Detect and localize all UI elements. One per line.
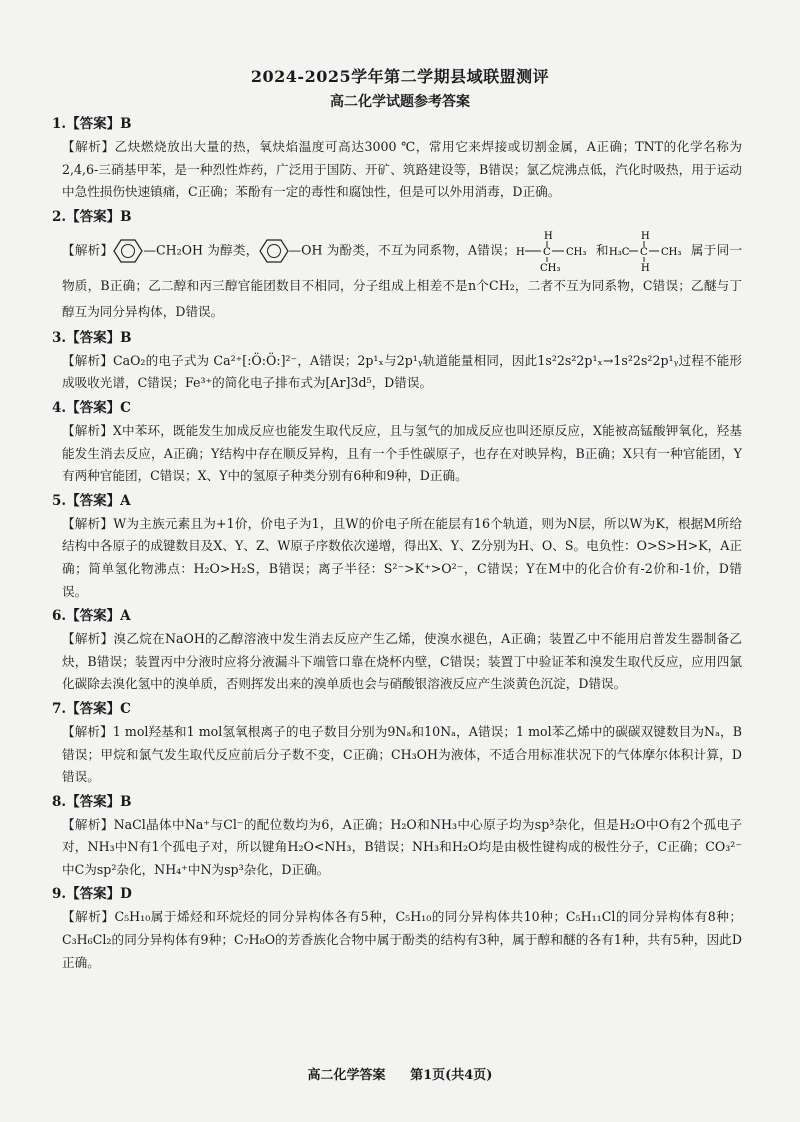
question-7: [52, 697, 742, 789]
benzene-ring-icon: [113, 238, 143, 264]
answer-line: 9.【答案】D: [52, 886, 132, 903]
svg-text:H: H: [640, 262, 650, 273]
answer-line: 5.【答案】A: [52, 492, 131, 509]
explanation-text: 【解析】W为主族元素且为+1价，价电子为1，且W的价电子所在能层有16个轨道，则为N层，所以W为K，根据M所给结构中各原子的成键数目及X、Y、Z、W原子序数依次递增，得出X、Y、Z分别为H、O、S。电负性：O>S>H>K，A正确；简单氢化物沸点：H₂O>H₂S，B错误；离子半径：S²⁻>K⁺>O²⁻，C错误；Y在M中的化合价有-2价和-1价，D错误。: [62, 515, 742, 599]
explanation-text: 【解析】溴乙烷在NaOH的乙醇溶液中发生消去反应产生乙烯，使溴水褪色，A正确；装置乙中不能用启普发生器制备乙炔，B错误；装置丙中分液时应将分液漏斗下端管口靠在烧杯内壁，C错误；装置丁中验证苯和溴发生取代反应，应用四氯化碳除去溴化氢中的溴单质，否则挥发出来的溴单质也会与硝酸银溶液反应产生淡黄色沉淀，D错误。: [62, 631, 742, 692]
explanation-text: 【解析】C₅H₁₀属于烯烃和环烷烃的同分异构体各有5种，C₅H₁₀的同分异构体共10种；C₅H₁₁Cl的同分异构体有8种；C₃H₆Cl₂的同分异构体有9种；C₇H₈O的芳香族化合物中属于酚类的结构有3种，属于醇和醚的各有1种，共有5种，因此D正确。: [62, 909, 742, 970]
svg-text:C: C: [542, 246, 551, 258]
svg-text:H: H: [640, 230, 650, 242]
answer-line: 2.【答案】B: [52, 208, 132, 225]
page-footer: [0, 1064, 800, 1083]
question-9: [52, 882, 742, 974]
svg-text:CH₃: CH₃: [660, 246, 682, 258]
question-4: [52, 396, 742, 488]
answer-list: [52, 112, 743, 975]
answer-line: 7.【答案】C: [52, 700, 131, 717]
svg-text:CH₃: CH₃: [565, 246, 586, 258]
explanation-text: 【解析】NaCl晶体中Na⁺与Cl⁻的配位数均为6，A正确；H₂O和NH₃中心原子均为sp³杂化，但是H₂O中O有2个孤电子对，NH₃中N有1个孤电子对，所以键角H₂O<NH₃，B错误；NH₃和H₂O均是由极性键构成的极性分子，C正确；CO₃²⁻中C为sp²杂化，NH₄⁺中N为sp³杂化，D正确。: [62, 816, 742, 877]
page-number: 第1页(共4页): [410, 1068, 493, 1083]
question-8: [52, 790, 742, 882]
answer-line: 8.【答案】B: [52, 793, 132, 810]
answer-line: 6.【答案】A: [52, 608, 131, 625]
explanation-text: 【解析】1 mol羟基和1 mol氢氧根离子的电子数目分别为9Nₐ和10Nₐ，A错误；1 mol苯乙烯中的碳碳双键数目为Nₐ，B错误；甲烷和氯气发生取代反应前后分子数不变，C正确；CH₃OH为液体，不适合用标准状况下的气体摩尔体积计算，D错误。: [62, 723, 742, 785]
explanation-text: 【解析】 —CH₂OH 为醇类， —OH 为酚类，不互为同系物，A错误； H H C CH₃ CH₃ 和 H H₃C C CH₃ H 属于同一物质，B正确；乙二醇和丙三醇官能团数目不相同，分子组成上相差不是n个CH₂，二者不互为同系物，C错误；乙醚与丁醇互为同分异构体，D错误。: [62, 230, 743, 319]
footer-doc-name: 高二化学答案: [307, 1068, 386, 1083]
page-title: 2024-2025学年第二学期县域联盟测评: [250, 67, 550, 86]
question-3: [52, 326, 742, 395]
answer-line: 1.【答案】B: [52, 116, 132, 132]
question-1: [52, 112, 742, 204]
structural-formula-2: [609, 229, 691, 273]
svg-text:H: H: [543, 230, 553, 242]
explanation-text: 【解析】CaO₂的电子式为 Ca²⁺[:Ö:Ö:]²⁻，A错误；2p¹ₓ与2p¹ᵧ轨道能量相同，因此1s²2s²2p¹ₓ→1s²2s²2p¹ᵧ过程不能形成吸收光谱，C错误；Fe³⁺的简化电子排布式为[Ar]3d⁵，D错误。: [62, 352, 742, 391]
answer-line: 3.【答案】B: [52, 329, 132, 346]
svg-text:CH₃: CH₃: [539, 262, 560, 273]
explanation-text: 【解析】X中苯环，既能发生加成反应也能发生取代反应，且与氢气的加成反应也叫还原反应，X能被高锰酸钾氧化，羟基能发生消去反应，A正确；Y结构中存在顺反异构，且有一个手性碳原子，也存在对映异构，B正确；X只有一种官能团，Y有两种官能团，C错误；X、Y中的氢原子种类分别有6种和9种，D正确。: [62, 422, 742, 484]
question-5: [52, 489, 742, 603]
question-2: [52, 205, 743, 325]
question-6: [52, 604, 742, 696]
svg-text:H₃C: H₃C: [608, 246, 630, 258]
answer-line: 4.【答案】C: [52, 399, 131, 416]
benzene-ring-icon: [259, 238, 289, 264]
explanation-text: 【解析】乙炔燃烧放出大量的热，氧炔焰温度可高达3000 ℃，常用它来焊接或切割金属，A正确；TNT的化学名称为2,4,6-三硝基甲苯，是一种烈性炸药，广泛用于国防、开矿、筑路建设等，B错误；氯乙烷沸点低，汽化时吸热，用于运动中急性损伤快速镇痛，C正确；苯酚有一定的毒性和腐蚀性，但是可以外用消毒，D正确。: [62, 139, 742, 200]
svg-text:C: C: [639, 246, 648, 258]
svg-text:H: H: [515, 246, 525, 258]
structural-formula-1: [516, 229, 596, 273]
page-subtitle: 高二化学试题参考答案: [330, 94, 470, 110]
